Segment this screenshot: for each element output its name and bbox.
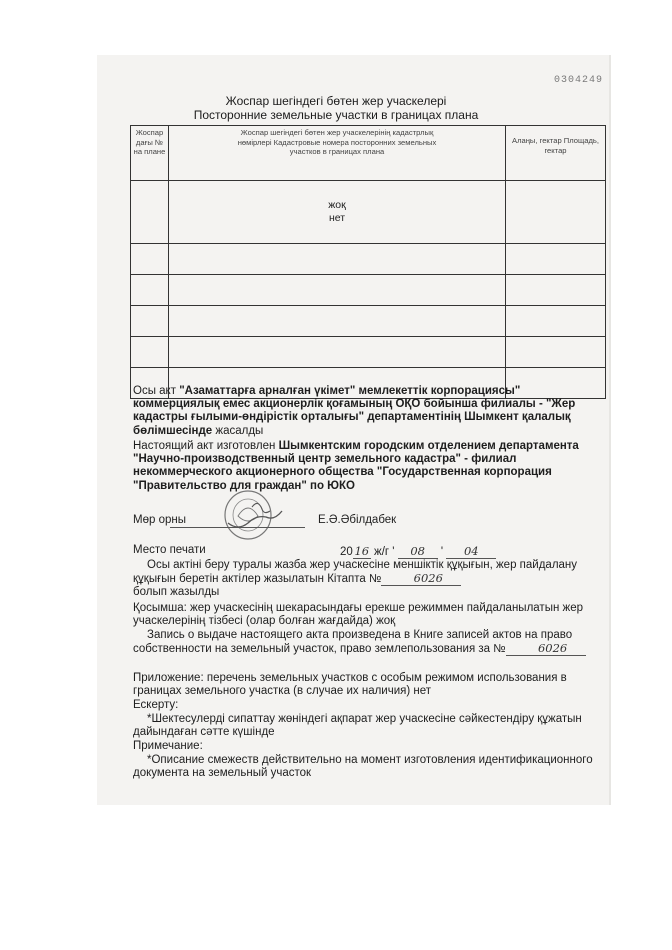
note-kazakh-label: Ескерту: <box>133 699 179 711</box>
seal-place-kz-label: Мөр орны <box>133 514 186 526</box>
table-cell <box>506 306 606 337</box>
date-row: Место печати 20 16 ж/г ' 08 ' 04 <box>133 544 603 556</box>
made-by-russian: Настоящий акт изготовлен Шымкентским городским отделением департамента "Научно-производственный центр земельного кадастра" - филиал некоммерческого акционерного общества "Государственная корпорация "Правительство для граждан" по ЮКО <box>133 440 579 492</box>
table-cell <box>131 275 169 306</box>
header-cadastral-numbers: Жоспар шегіндегі бөтен жер учаскелерінің кадастрлық нөмірлері Кадастровые номера посторонних земельных участков в границах плана <box>169 126 506 181</box>
table-row <box>131 275 606 306</box>
document-number: 0304249 <box>553 75 603 86</box>
table-cell <box>506 181 606 244</box>
page-edge <box>609 55 611 805</box>
table-header-row <box>131 126 606 181</box>
table-cell <box>131 306 169 337</box>
table-row <box>131 337 606 368</box>
note-kazakh-text: *Шектесулерді сипаттау жөніндегі ақпарат жер учаскесіне сәйкестендіру құжатын дайындаған сәтте күшінде <box>133 713 582 739</box>
table-cell <box>506 275 606 306</box>
header-area: Алаңы, гектар Площадь, гектар <box>506 126 606 181</box>
signature-line <box>170 515 305 528</box>
supplement-russian: Приложение: перечень земельных участков с особым режимом использования в границах земельного участка (в случае их наличия) нет <box>133 672 567 698</box>
table-cell: жоқ нет <box>169 181 506 244</box>
record-kazakh: Осы актіні беру туралы жазба жер учаскесіне меншіктік құқығын, жер пайдалану құқығын беретін актілер жазылатын Кітапта № 6026 болып жазылды <box>133 559 578 599</box>
made-by-kazakh: Осы акт "Азаматтарға арналған үкімет" мемлекеттік корпорациясы" коммерциялық емес акционерлік қоғамының ОҚО бойынша филиалы - "Жер кадастры ғылыми-өндірістік орталығы" департаментінің Шымкент қалалық бөлімшесінде жасалды <box>133 385 576 437</box>
supplement-kazakh: Қосымша: жер учаскесінің шекарасындағы ерекше режиммен пайдаланылатын жер учаскелерінің тізбесі (олар болған жағдайда) жоқ <box>133 602 583 628</box>
note-russian-text: *Описание смежеств действительно на момент изготовления идентификационного документа на земельный участок <box>133 754 593 780</box>
seal-place-ru-label: Место печати <box>133 544 206 556</box>
foreign-plots-table <box>130 125 606 399</box>
header-plan-number: Жоспар дағы № на плане <box>131 126 169 181</box>
table-row <box>131 306 606 337</box>
table-cell <box>131 337 169 368</box>
table-row <box>131 181 606 244</box>
signer-name: Е.Ә.Әбілдабек <box>318 514 397 526</box>
title-kazakh: Жоспар шегіндегі бөтен жер учаскелері <box>225 94 447 108</box>
note-russian-label: Примечание: <box>133 740 203 752</box>
table-cell <box>169 306 506 337</box>
table-cell <box>506 244 606 275</box>
title-russian: Посторонние земельные участки в границах плана <box>193 108 479 122</box>
table-cell <box>131 244 169 275</box>
table-cell <box>169 244 506 275</box>
table-cell <box>169 275 506 306</box>
table-cell <box>131 181 169 244</box>
table-row <box>131 244 606 275</box>
record-russian: Запись о выдаче настоящего акта произведена в Книге записей актов на право собственности на земельный участок, право землепользования за № 6026 <box>133 629 603 656</box>
table-cell <box>506 337 606 368</box>
table-cell <box>169 337 506 368</box>
